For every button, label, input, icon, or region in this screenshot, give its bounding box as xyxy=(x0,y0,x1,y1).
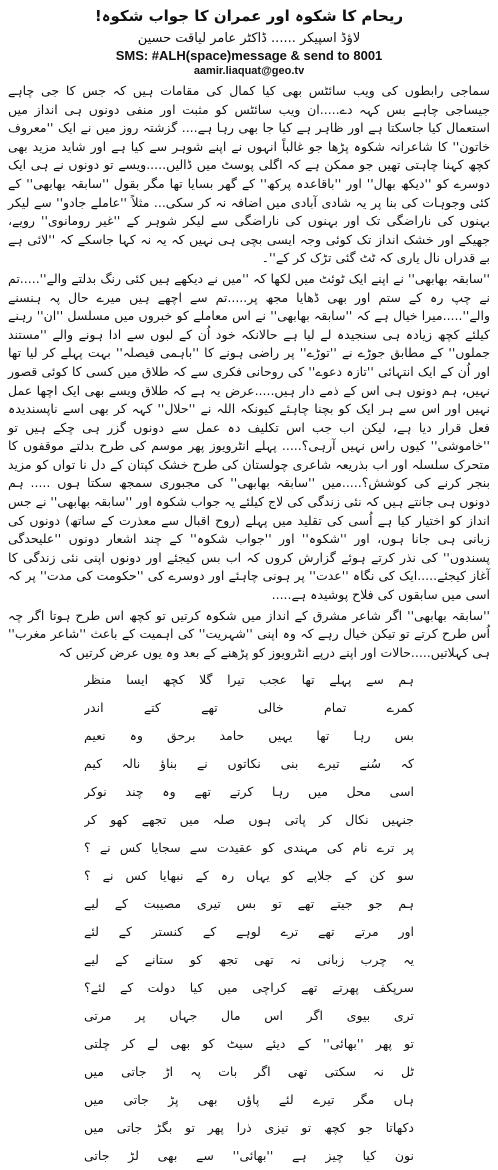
article-byline: لاؤڈ اسپیکر ...... ڈاکٹر عامر لیاقت حسین xyxy=(137,31,361,46)
article-paragraph-2: ''سابقہ بھابھی'' نے اپنے ایک ٹوئٹ میں لکھا کہ ''میں نے دیکھے ہیں کئی رنگ بدلتے والے''.....تم نے چپ رہ کے ستم اور بھی ڈھایا مجھ پر.....تم سے اچھے ہیں میرے حال پہ ہنسنے والے''.....میرا خیال ہے کہ ''سابقہ بھابھی'' نے اس معاملے کو خبروں میں مسلسل ''ان'' رہنے کیلئے کچھ زیادہ ہی سنجیدہ لے لیا ہے حالانکہ خود اُن کے لبوں سے ادا ہونے والے ''مستند جملوں'' کے مطابق جوڑے نے ''توڑے'' پر راضی ہونے کا ''باہمی فیصلہ'' بہت پہلے کر لیا تھا اور اُن کے ایک انتہائی ''تازہ دعوے'' کی روحانی فکری سے کہ طلاق میں کسی کا کوئی قصور نہیں، ہم دونوں ہی اس کے ذمے دار ہیں.....عرض یہ ہے کہ طلاق ویسے بھی ایک اچھا عمل نہیں اور اس سے ہر ایک کو بچنا چاہئے کیونکہ اللہ نے ''حلال'' کہہ کر بھی اسے ناپسندیدہ فعل قرار دیا ہے، لیکن اب جب اس تکلیف دہ عمل سے دونوں گزر ہی چکے ہیں تو ''خاموشی'' کیوں راس نہیں آرہی؟..... پہلے انٹرویوز پھر موسم کی طرح بدلتے موقفوں کا متحرک سلسلہ اور اب بذریعہ شاعری چولستان کی طرح خشک کپتان کے دل نا تواں کو مزید بنجر کرنے کی کوشش؟.....میں ''سابقہ بھابھی'' کی مجبوری سمجھ سکتا ہوں ..... ہم دونوں ہی جانتے ہیں کہ نئی زندگی کی لاج کیلئے یہ جواب شکوہ اور ''سابقہ بھابھی'' نے جس انداز کو اختیار کیا ہے اُسی کی تقلید میں پہلے (روح اقبال سے معذرت کے ساتھ) دونوں کی زبانی ہی جانا ہوں، اور ''شکوہ'' اور ''جواب شکوہ'' کے چند اشعار دونوں ''علیحدگی پسندوں'' کی نذر کرتے ہوئے گزارش کروں کہ اب بس کیجئے اور دونوں اپنی نئی زندگی کا آغاز کیجئے.....ایک کی نگاہ ''عدت'' پر ہونی چاہئے اور دوسرے کی ''حکومت کی مدت'' پر کہ اسی میں سابقوں کی فلاح پوشیدہ ہے..... xyxy=(8,270,490,603)
article-paragraph-3: ''سابقہ بھابھی'' اگر شاعر مشرق کے انداز میں شکوہ کرتیں تو کچھ اس طرح ہوتا اگر چہ اُس طرح کرتے تو تیکن خیال رہے کہ وہ اپنی ''شہریت'' کی اہمیت کے باعث ''شاعر مغرب'' ہی کہلاتیں.....حالات اور اپنے درپے انٹرویوز کو پڑھنے کے بعد وہ یوں عرض کرتیں کہ xyxy=(8,607,490,660)
poem-line: ہاں مگر تیرے لئے پاؤں بھی پڑ جاتی میں xyxy=(84,1092,414,1108)
poem-line: بس رہا تھا یہیں حامد برحق وہ نعیم xyxy=(84,728,414,744)
poem-line: اسی محل میں رہا کرتے تھے وہ چند نوکر xyxy=(84,784,414,800)
poem-line: کمرے تمام خالی تھے کتے اندر xyxy=(84,700,414,716)
poem-line: دکھاتا جو کچھ تو تیزی ذرا پھر تو بگڑ جاتی میں xyxy=(84,1120,414,1136)
poem xyxy=(84,666,414,1170)
poem-line: سو کن کے جلاپے کو یہاں رہ کے نبھایا کس نے ؟ xyxy=(84,868,414,884)
poem-line: کہ سُنے تیرے بنی نکاتوں نے بناؤ نالہ کیم xyxy=(84,756,414,772)
poem-line: ٹل نہ سکتی تھی اگر بات پہ اڑ جاتی میں xyxy=(84,1064,414,1080)
poem-line: تو پھر ''بھائی'' کے دیئے سیٹ کو بھی لے کر چلتی xyxy=(84,1036,414,1052)
poem-line: سرپکف پھرتے تھے کراچی میں کیا دولت کے لئے؟ xyxy=(84,980,414,996)
poem-line: یہ چرب زبانی نہ تھی تجھ کو ستانے کے لیے xyxy=(84,952,414,968)
poem-line: تری بیوی اگر اس مال جہاں پر مرتی xyxy=(84,1008,414,1024)
poem-line: ہم جو جیتے تھے تو بس تیری مصیبت کے لیے xyxy=(84,896,414,912)
article-title: ریحام کا شکوہ اور عمران کا جواب شکوہ! xyxy=(94,7,404,25)
poem-line: جنہیں نکال کر پاتی ہوں صلہ میں تجھے کھو کر xyxy=(84,812,414,828)
article-paragraph-1: سماجی رابطوں کی ویب سائٹس بھی کیا کمال کی مقامات ہیں کہ جس کا جی چاہے جیساجی چاہے بس کہہ دے.....ان ویب سائٹس کو مثبت اور منفی دونوں ہی انداز میں استعمال کیا جاسکتا ہے اور ظاہر ہے کیا جا بھی رہا ہے.... گزشتہ روز میں نے ایک ''معروف خاتون'' کا شاعرانہ شکوہ پڑھا جو غالباً انہوں نے اپنے شوہر سے کیا ہے اور شاید مزید بھی کچھ کہنا چاہتی تھیں جو ممکن ہے کہ اگلی پوسٹ میں ڈالیں.....ویسے تو دونوں نے ہی ایک دوسرے کو ''دیکھ بھال'' اور ''باقاعدہ پرکھ'' کے گھر بسایا تھا مگر بقول ''سابقہ بھابھی'' کے کئی وجوہات کی بنا پر یہ شادی آبادی میں اضافہ نہ کر سکی... مثلاً ''عاملے جادو'' سے لیکر بہنوں کی ناراضگی تک اور بہنوں کی ناراضگی سے لیکر شوہر کے ''غیر رومانوی'' رویے، جھیکے اور خشک انداز تک کوئی وجہ ایسی بچی ہی نہیں کہ یہ نہ کہا جاسکے کہ ''لائی ہے بے قدراں نال یاری کہ ٹٹ گئی تڑک کر کے''۔ xyxy=(8,83,490,266)
poem-line: پر ترے نام کی مہندی کو عقیدت سے سجایا کس نے ؟ xyxy=(84,840,414,856)
poem-line: نون کیا چیز ہے ''بھائی'' سے بھی لڑ جاتی xyxy=(84,1148,414,1164)
poem-line: ہم سے پہلے تھا عجب تیرا گلا کچھ ایسا منظر xyxy=(84,672,414,688)
author-email: aamir.liaquat@geo.tv xyxy=(193,65,305,77)
poem-line: اور مرتے تھے ترے لوہے کے کنستر کے لئے xyxy=(84,924,414,940)
sms-instruction: SMS: #ALH(space)message & send to 8001 xyxy=(115,48,383,63)
